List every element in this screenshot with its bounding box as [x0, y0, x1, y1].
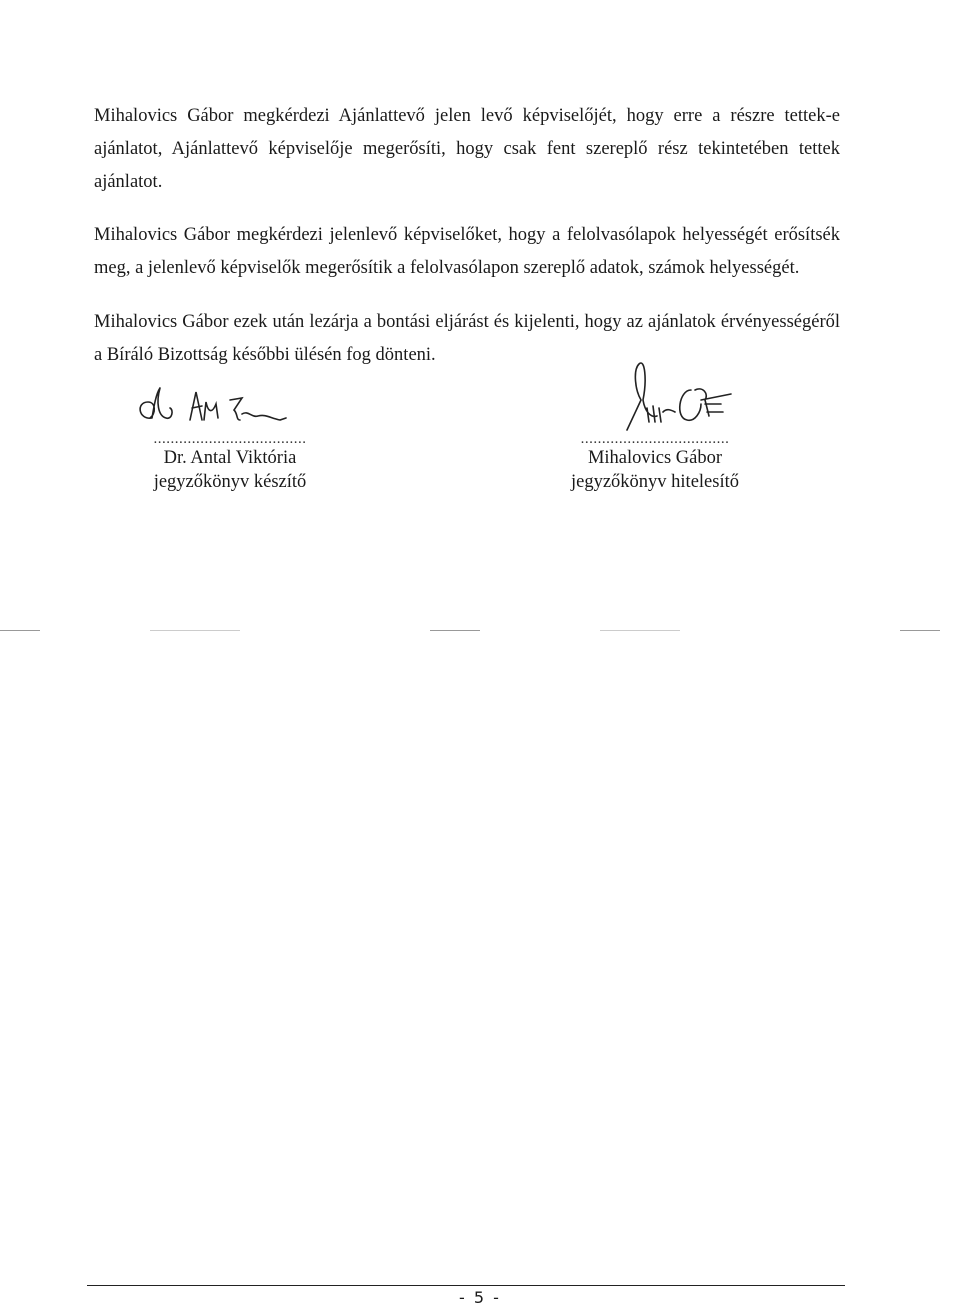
scan-artifact: [0, 630, 40, 631]
signer-name-left: Dr. Antal Viktória: [163, 448, 297, 468]
scan-artifact: [600, 630, 680, 631]
signature-line-right: ...................................: [580, 432, 730, 446]
scan-artifact: [150, 630, 240, 631]
page-number: - 5 -: [459, 1288, 501, 1307]
footer-rule: [87, 1285, 845, 1286]
paragraph-2: Mihalovics Gábor megkérdezi jelenlevő képviselőket, hogy a felolvasólapok helyességét erősítsék meg, a jelenlevő képviselők megerősítik a felolvasólapon szereplő adatok, számok helyességét.: [94, 225, 840, 278]
signature-block-right: [530, 360, 780, 494]
handwritten-signature-right: [555, 360, 755, 432]
paragraph-1: Mihalovics Gábor megkérdezi Ajánlattevő jelen levő képviselőjét, hogy erre a részre tettek-e ajánlatot, Ajánlattevő képviselője megerősíti, hogy csak fent szereplő rész tekintetében tettek ajánlatot.: [94, 106, 840, 192]
signer-role-left: jegyzőkönyv készítő: [153, 472, 307, 492]
signer-name-right: Mihalovics Gábor: [587, 448, 723, 468]
paragraph-3: Mihalovics Gábor ezek után lezárja a bontási eljárást és kijelenti, hogy az ajánlatok érvényességéről a Bíráló Bizottság későbbi ülésén fog dönteni.: [94, 312, 840, 365]
signer-role-right: jegyzőkönyv hitelesítő: [570, 472, 739, 492]
handwritten-signature-left: [130, 380, 330, 432]
scan-artifact: [430, 630, 480, 631]
scan-artifact: [900, 630, 940, 631]
signature-block-left: [100, 380, 360, 494]
signature-line-left: ....................................: [153, 432, 307, 446]
